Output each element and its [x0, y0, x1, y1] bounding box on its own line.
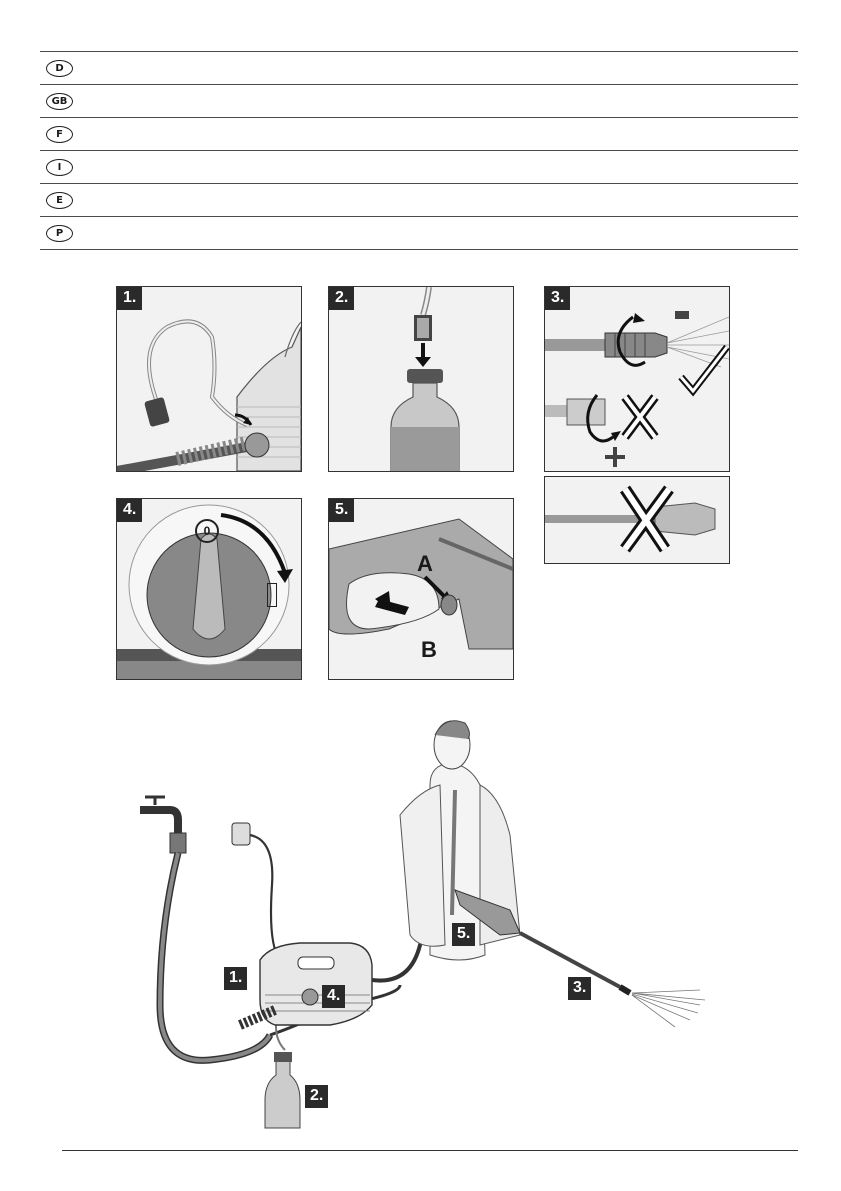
overview-scene	[100, 705, 740, 1145]
step-label: 1.	[117, 287, 142, 310]
language-badge: P	[46, 225, 73, 242]
panel-step-5	[328, 498, 514, 680]
detergent-bottle-illustration	[329, 287, 513, 471]
nozzle-adjust-illustration	[545, 287, 729, 471]
panel-step-1	[116, 286, 302, 472]
detergent-hose-illustration	[117, 287, 301, 471]
dial-on-marker	[267, 583, 277, 607]
language-row-i	[40, 150, 798, 183]
language-badge: E	[46, 192, 73, 209]
nozzle-warning-illustration	[545, 477, 729, 563]
language-badge: F	[46, 126, 73, 143]
language-row-f	[40, 117, 798, 150]
scene-step-tag: 2.	[305, 1085, 328, 1108]
language-row-gb	[40, 84, 798, 117]
panel-step-4	[116, 498, 302, 680]
language-badge: I	[46, 159, 73, 176]
language-row-p	[40, 216, 798, 250]
minus-sign-icon	[675, 311, 689, 319]
scene-step-tag: 5.	[452, 923, 475, 946]
scene-step-tag: 1.	[224, 967, 247, 990]
step-label: 2.	[329, 287, 354, 310]
label-b: B	[421, 637, 437, 662]
dial-off-marker: 0	[195, 519, 219, 543]
step-label: 4.	[117, 499, 142, 522]
language-badge: GB	[46, 93, 73, 110]
pressure-washer-scene	[100, 705, 740, 1140]
language-table	[40, 51, 798, 250]
panel-step-2	[328, 286, 514, 472]
panel-step-3	[544, 286, 730, 472]
step-label: 3.	[545, 287, 570, 310]
language-row-d	[40, 51, 798, 84]
plus-sign-icon	[605, 447, 625, 467]
language-badge: D	[46, 60, 73, 77]
panel-step-3-warning	[544, 476, 730, 564]
step-label: 5.	[329, 499, 354, 522]
label-a: A	[417, 551, 433, 576]
language-row-e	[40, 183, 798, 216]
footer-rule	[62, 1150, 798, 1151]
scene-step-tag: 3.	[568, 977, 591, 1000]
scene-step-tag: 4.	[322, 985, 345, 1008]
